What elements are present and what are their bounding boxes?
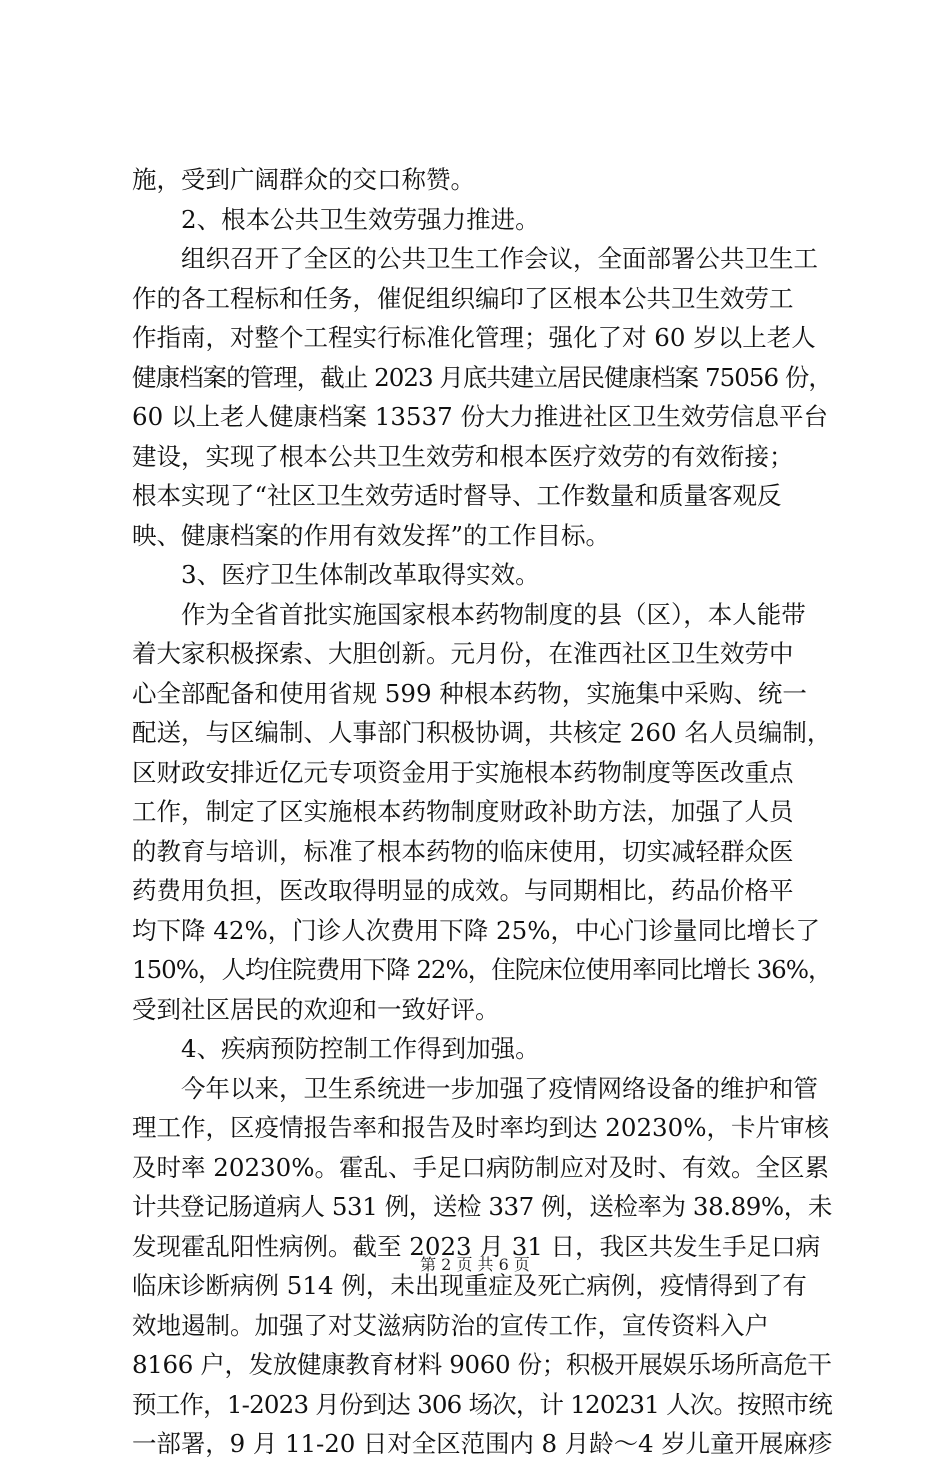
text-line: 受到社区居民的欢迎和一致好评。: [132, 994, 500, 1024]
text-line: 预工作，1-2023 月份到达 306 场次，计 120231 人次。按照市统: [132, 1389, 832, 1419]
text-line: 心全部配备和使用省规 599 种根本药物，实施集中采购、统一: [132, 678, 807, 708]
text-line: 施，受到广阔群众的交口称赞。: [132, 165, 475, 194]
text-line: 计共登记肠道病人 531 例，送检 337 例，送检率为 38.89%，未: [132, 1192, 832, 1221]
page-footer: 第 2 页 共 6 页: [420, 1255, 530, 1274]
text-line: 60 以上老人健康档案 13537 份大力推进社区卫生效劳信息平台: [132, 402, 828, 431]
text-line: 发现霍乱阳性病例。截至 2023 月 31 日，我区共发生手足口病: [132, 1231, 821, 1261]
text-line: 3、医疗卫生体制改革取得实效。: [132, 560, 540, 589]
text-line: 临床诊断病例 514 例，未出现重症及死亡病例，疫情得到了有: [132, 1271, 807, 1300]
text-line: 150%，人均住院费用下降 22%，住院床位使用率同比增长 36%，: [132, 955, 832, 984]
text-line: 均下降 42%，门诊人次费用下降 25%，中心门诊量同比增长了: [132, 915, 820, 945]
text-line: 建设，实现了根本公共卫生效劳和根本医疗效劳的有效衔接；: [132, 441, 794, 471]
text-line: 及时率 20230%。霍乱、手足口病防制应对及时、有效。全区累: [132, 1152, 830, 1182]
text-line: 8166 户，发放健康教育材料 9060 份；积极开展娱乐场所高危干: [132, 1350, 832, 1379]
text-line: 区财政安排近亿元专项资金用于实施根本药物制度等医改重点: [132, 757, 794, 787]
text-line: 4、疾病预防控制工作得到加强。: [132, 1034, 540, 1063]
text-line: 根本实现了“社区卫生效劳适时督导、工作数量和质量客观反: [132, 481, 782, 510]
text-line: 组织召开了全区的公共卫生工作会议，全面部署公共卫生工: [132, 244, 818, 273]
text-line: 着大家积极探索、大胆创新。元月份，在淮西社区卫生效劳中: [132, 639, 794, 668]
text-line: 药费用负担，医改取得明显的成效。与同期相比，药品价格平: [132, 876, 794, 905]
text-line: 作为全省首批实施国家根本药物制度的县（区），本人能带: [132, 599, 806, 629]
text-line: 健康档案的管理，截止 2023 月底共建立居民健康档案 75056 份，: [132, 362, 832, 392]
text-line: 作指南，对整个工程实行标准化管理；强化了对 60 岁以上老人: [132, 323, 816, 352]
text-line: 作的各工程标和任务，催促组织编印了区根本公共卫生效劳工: [132, 283, 794, 313]
text-line: 2、根本公共卫生效劳强力推进。: [132, 204, 540, 234]
text-line: 配送，与区编制、人事部门积极协调，共核定 260 名人员编制，: [132, 718, 832, 747]
text-line: 工作，制定了区实施根本药物制度财政补助方法，加强了人员: [132, 797, 794, 826]
text-line: 今年以来，卫生系统进一步加强了疫情网络设备的维护和管: [132, 1073, 818, 1103]
text-line: 映、健康档案的作用有效发挥”的工作目标。: [132, 520, 611, 550]
text-line: 理工作，区疫情报告率和报告及时率均到达 20230%，卡片审核: [132, 1113, 830, 1142]
text-line: 一部署，9 月 11-20 日对全区范围内 8 月龄～4 岁儿童开展麻疹: [132, 1429, 833, 1458]
text-line: 的教育与培训，标准了根本药物的临床使用，切实减轻群众医: [132, 836, 794, 866]
text-line: 效地遏制。加强了对艾滋病防治的宣传工作，宣传资料入户: [132, 1310, 769, 1340]
